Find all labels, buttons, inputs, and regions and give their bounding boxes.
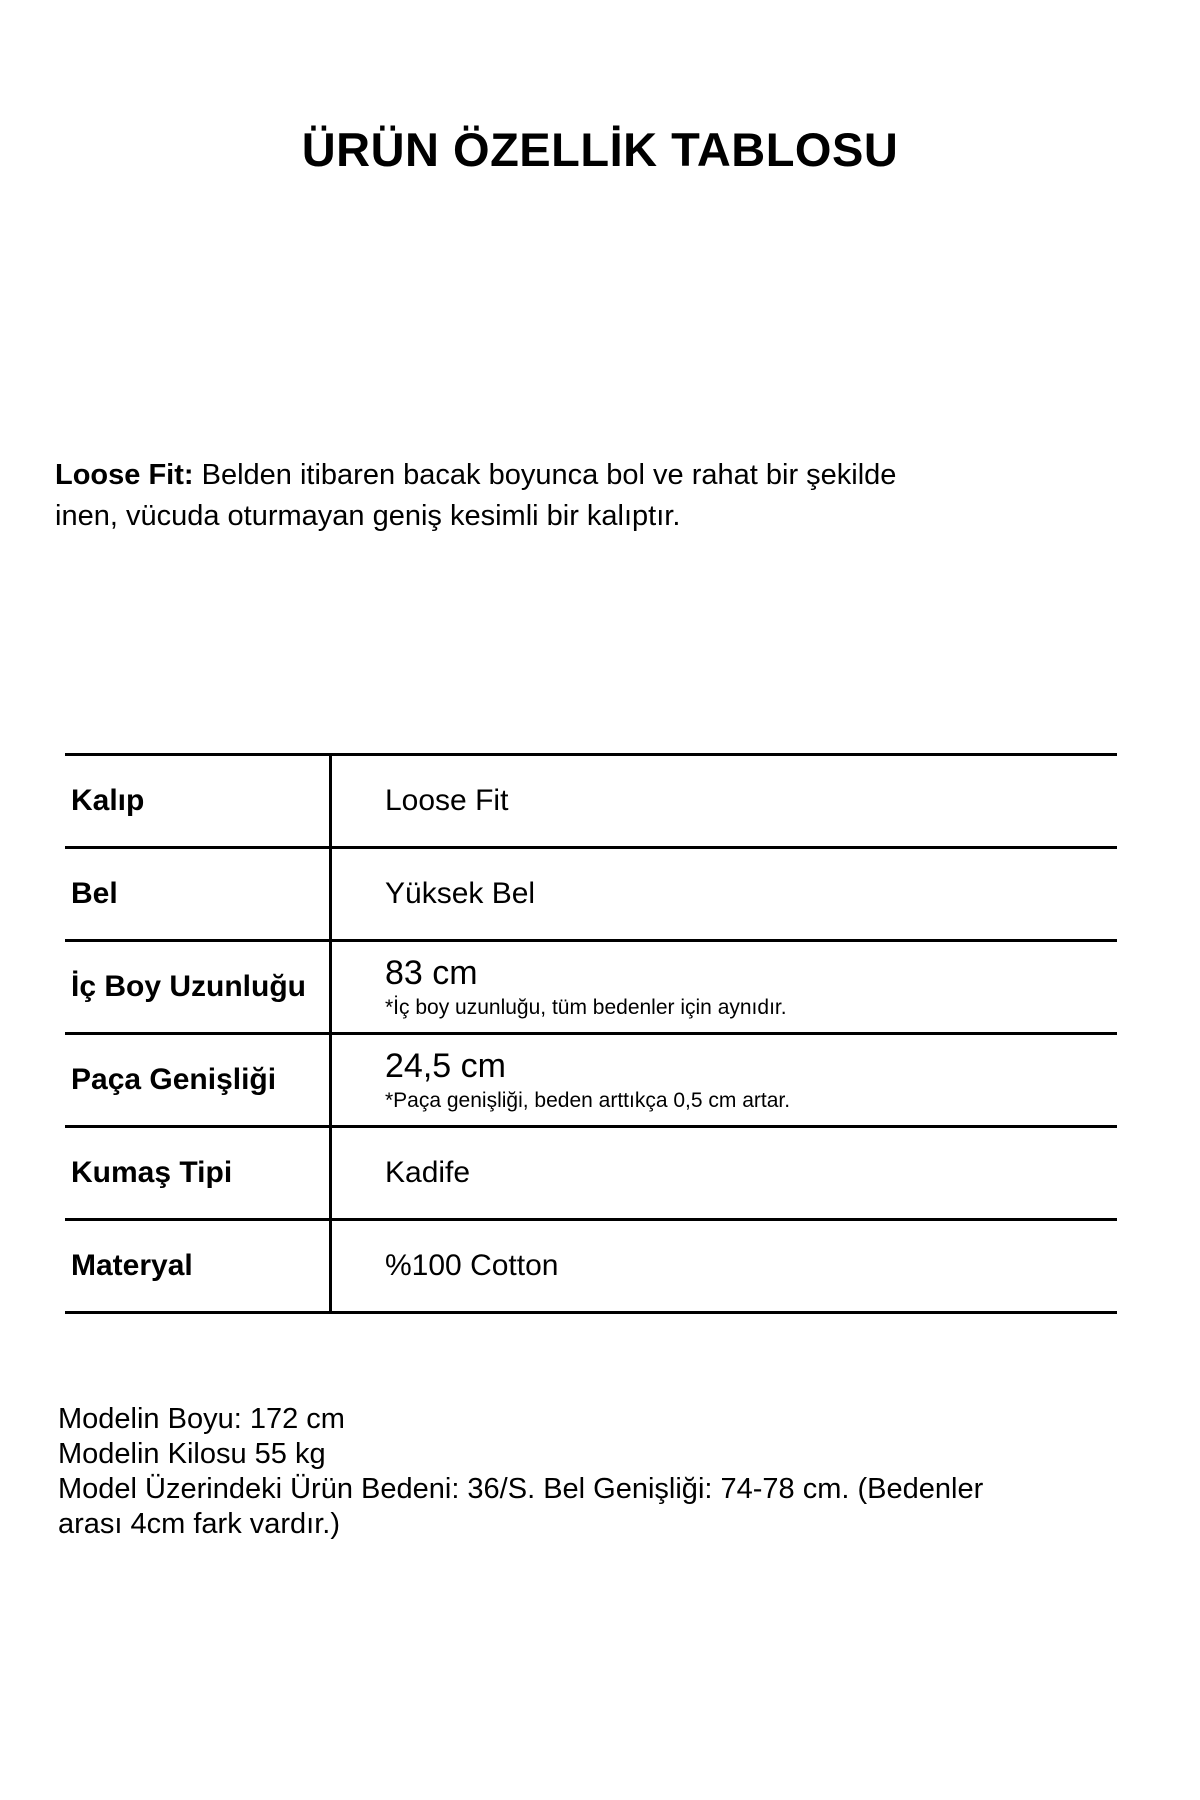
- intro-bold-prefix: Loose Fit:: [55, 459, 194, 491]
- model-info-line: Model Üzerindeki Ürün Bedeni: 36/S. Bel Genişliği: 74-78 cm. (Bedenler: [58, 1473, 984, 1505]
- row-label: İç Boy Uzunluğu: [65, 942, 332, 1032]
- row-value-cell: [332, 1221, 1117, 1311]
- row-note: *Paça genişliği, beden arttıkça 0,5 cm artar.: [385, 1089, 791, 1112]
- table-row-bel: [65, 849, 1117, 942]
- row-note: *İç boy uzunluğu, tüm bedenler için aynıdır.: [385, 996, 787, 1019]
- table-row-kumas: [65, 1128, 1117, 1221]
- table-row-materyal: [65, 1221, 1117, 1314]
- intro-line-2: inen, vücuda oturmayan geniş kesimli bir kalıptır.: [55, 500, 681, 532]
- page-title: ÜRÜN ÖZELLİK TABLOSU: [301, 123, 899, 176]
- row-value-cell: [332, 942, 1117, 1032]
- model-info: [58, 1402, 983, 1542]
- row-value-cell: [332, 756, 1117, 846]
- spec-table: [65, 753, 1117, 1314]
- model-info-line: Modelin Boyu: 172 cm: [58, 1403, 345, 1435]
- table-row-ic-boy: [65, 942, 1117, 1035]
- model-info-line: arası 4cm fark vardır.): [58, 1508, 341, 1540]
- row-value: Loose Fit: [385, 784, 509, 817]
- row-value-cell: [332, 1035, 1117, 1125]
- intro-line-1: [55, 455, 1115, 496]
- table-row-kalip: [65, 756, 1117, 849]
- table-row-paca: [65, 1035, 1117, 1128]
- row-value-cell: [332, 849, 1117, 939]
- row-label: Bel: [65, 849, 332, 939]
- intro-paragraph: [55, 455, 1115, 537]
- intro-line-1-text: Belden itibaren bacak boyunca bol ve rahat bir şekilde: [193, 459, 897, 491]
- row-value: %100 Cotton: [385, 1249, 559, 1282]
- row-label: Materyal: [65, 1221, 332, 1311]
- row-label: Paça Genişliği: [65, 1035, 332, 1125]
- row-label: Kumaş Tipi: [65, 1128, 332, 1218]
- row-value: Kadife: [385, 1156, 471, 1189]
- row-value: 83 cm: [385, 954, 478, 992]
- model-info-line: Modelin Kilosu 55 kg: [58, 1438, 326, 1470]
- row-value: Yüksek Bel: [385, 877, 536, 910]
- row-value-cell: [332, 1128, 1117, 1218]
- row-value: 24,5 cm: [385, 1047, 506, 1085]
- row-label: Kalıp: [65, 756, 332, 846]
